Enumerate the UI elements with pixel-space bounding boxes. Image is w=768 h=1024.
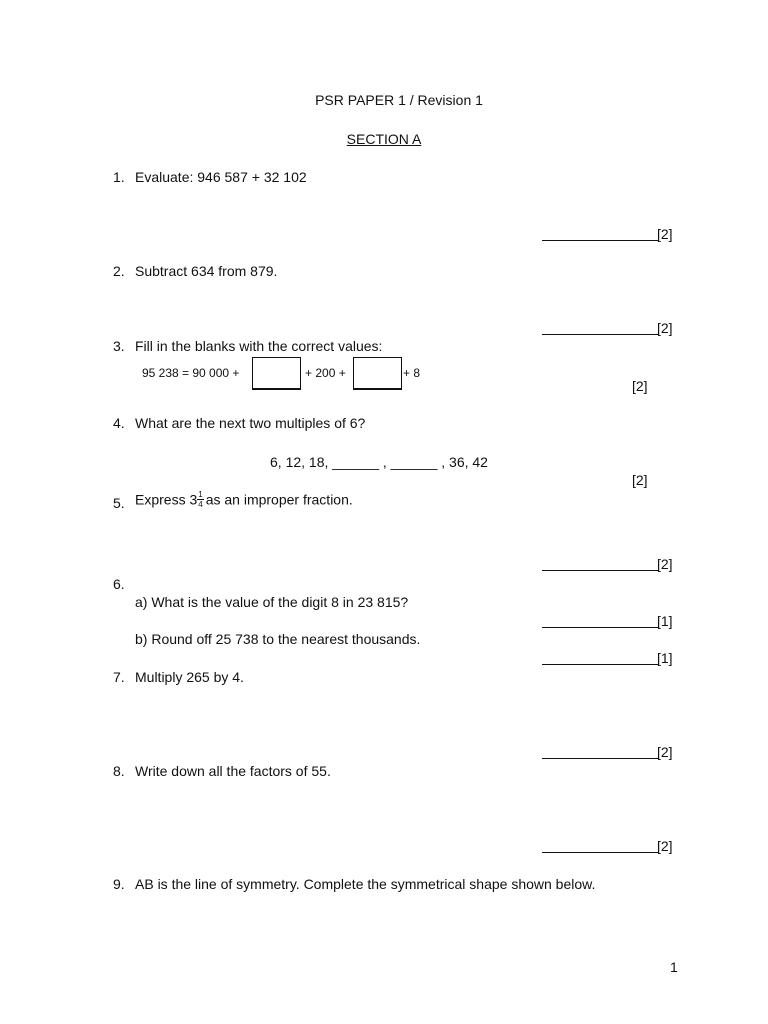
question-6a-text: a) What is the value of the digit 8 in 23 815?: [135, 594, 409, 610]
question-5-answer-line[interactable]: [542, 556, 658, 571]
question-4-number: 4.: [113, 415, 125, 431]
question-7-number: 7.: [113, 669, 125, 685]
question-5-fraction: [197, 490, 203, 509]
paper-title: PSR PAPER 1 / Revision 1: [315, 92, 483, 108]
question-8-mark: [2]: [657, 838, 673, 854]
question-1-number: 1.: [113, 169, 125, 185]
question-6b-mark: [1]: [657, 650, 673, 666]
question-7-text: Multiply 265 by 4.: [135, 669, 244, 685]
question-4-mark: [2]: [632, 472, 648, 488]
question-2-number: 2.: [113, 263, 125, 279]
question-3-blank-box-2[interactable]: [353, 357, 402, 390]
question-2-mark: [2]: [657, 320, 673, 336]
question-3-equation-end: + 8: [403, 366, 421, 380]
question-3-equation-start: 95 238 = 90 000 +: [142, 366, 240, 380]
fraction-denominator: 4: [198, 500, 203, 509]
question-3-mark: [2]: [632, 378, 648, 394]
question-3-equation-middle: + 200 +: [305, 366, 346, 380]
question-1-answer-line[interactable]: [542, 226, 658, 241]
question-5-text-before: Express 3: [135, 491, 198, 508]
question-6b-answer-line[interactable]: [542, 650, 658, 665]
question-3-number: 3.: [113, 338, 125, 354]
question-9-number: 9.: [113, 876, 125, 892]
question-6a-answer-line[interactable]: [542, 613, 658, 628]
question-6-number: 6.: [113, 576, 125, 592]
question-5-number: 5.: [113, 495, 125, 511]
fraction-numerator: 1: [198, 490, 203, 499]
question-3-text: Fill in the blanks with the correct values:: [135, 338, 383, 354]
question-2-answer-line[interactable]: [542, 320, 658, 335]
question-5-mark: [2]: [657, 556, 673, 572]
question-9-text: AB is the line of symmetry. Complete the symmetrical shape shown below.: [135, 876, 596, 892]
page-number: 1: [670, 959, 678, 975]
question-4-text: What are the next two multiples of 6?: [135, 415, 366, 431]
question-3-blank-box-1[interactable]: [252, 357, 301, 390]
question-8-answer-line[interactable]: [542, 838, 658, 853]
question-8-text: Write down all the factors of 55.: [135, 763, 331, 779]
question-1-text: Evaluate: 946 587 + 32 102: [135, 169, 307, 185]
question-4-sequence: 6, 12, 18, ______ , ______ , 36, 42: [270, 454, 488, 470]
question-1-mark: [2]: [657, 226, 673, 242]
question-5-text: [135, 490, 353, 509]
section-heading: SECTION A: [346, 131, 422, 147]
question-6b-text: b) Round off 25 738 to the nearest thousands.: [135, 631, 421, 647]
question-5-text-after: as an improper fraction.: [205, 491, 353, 508]
question-8-number: 8.: [113, 763, 125, 779]
question-7-mark: [2]: [657, 744, 673, 760]
question-7-answer-line[interactable]: [542, 744, 658, 759]
question-6a-mark: [1]: [657, 613, 673, 629]
question-2-text: Subtract 634 from 879.: [135, 263, 278, 279]
